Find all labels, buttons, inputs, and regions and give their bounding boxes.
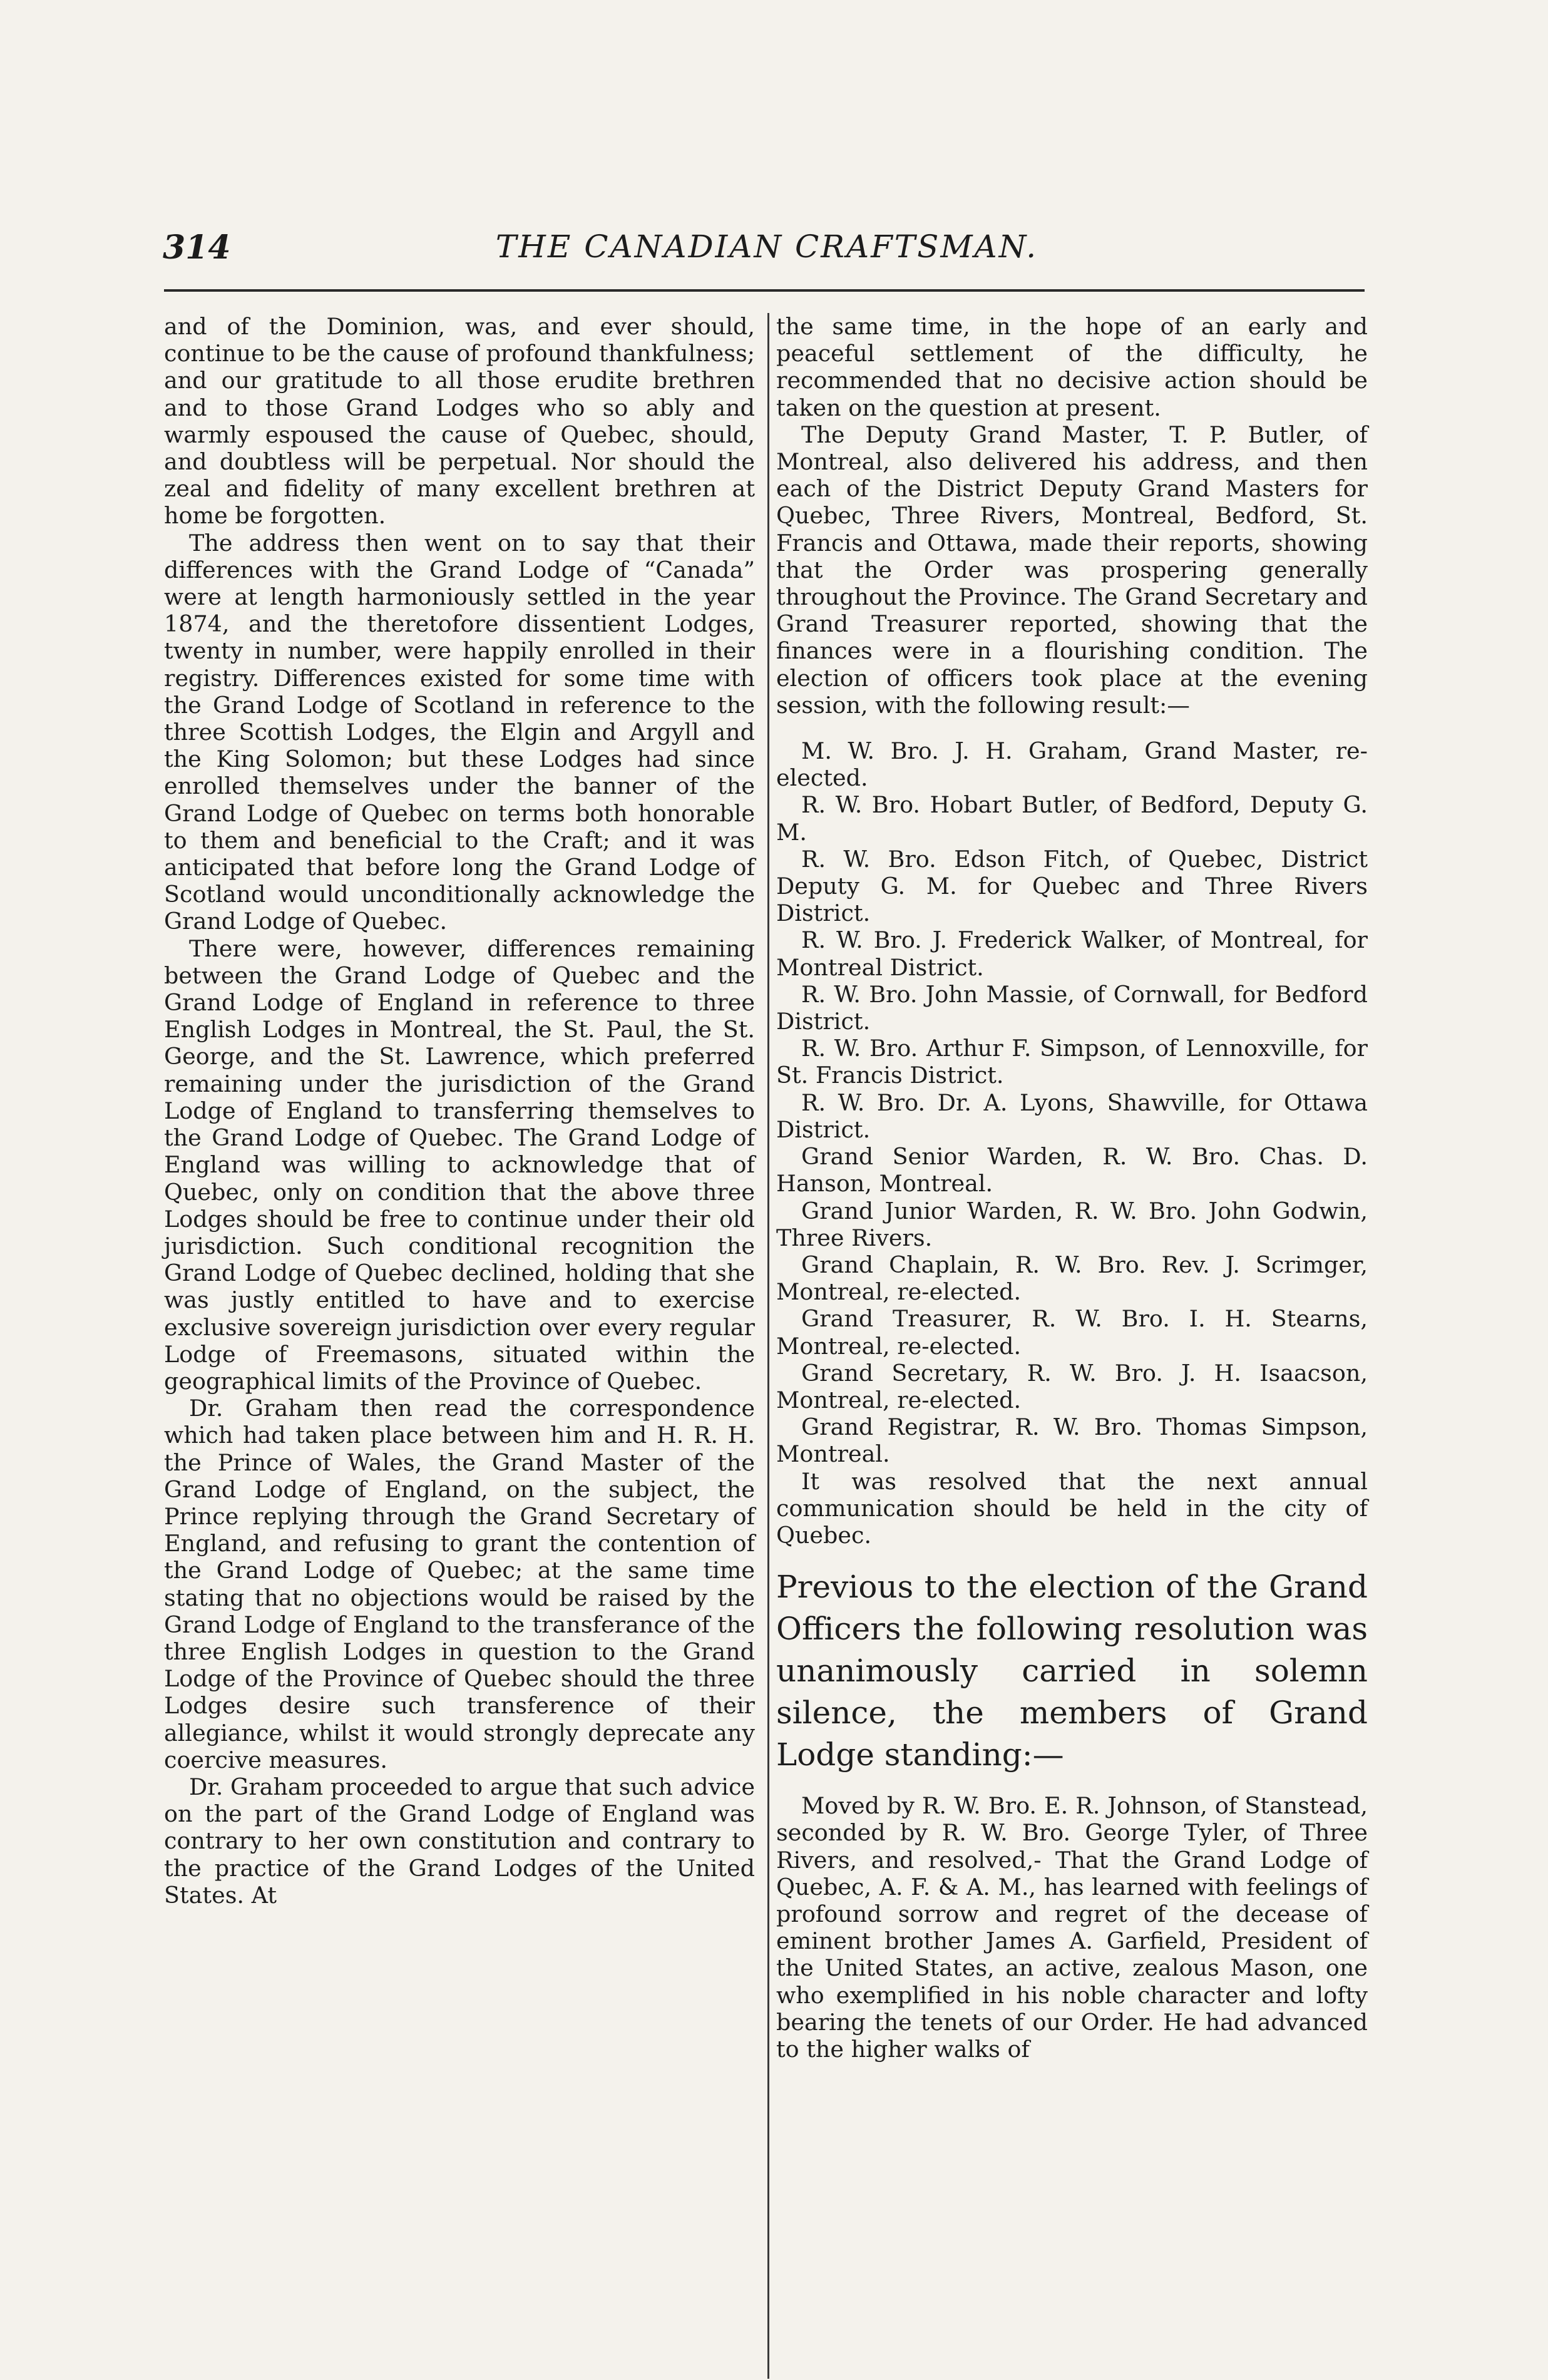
left-column [164,313,755,1909]
paragraph: The address then went on to say that their differences with the Grand Lodge of “Canada” were at length harmoniously settled in the year 1874, and the theretofore dissentient Lodges, twenty in number, were happily enrolled in their registry. Differences existed for some time with the Grand Lodge of Scotland in reference to the three Scottish Lodges, the Elgin and Argyll and the King Solomon; but these Lodges had since enrolled themselves under the banner of the Grand Lodge of Quebec on terms both honorable to them and beneficial to the Craft; and it was anticipated that before long the Grand Lodge of Scotland would unconditionally acknowledge the Grand Lodge of Quebec. [164,529,755,935]
motion-paragraph: Moved by R. W. Bro. E. R. Johnson, of Stanstead, seconded by R. W. Bro. George Tyler, of Three Rivers, and resolved,- That the Grand Lodge of Quebec, A. F. & A. M., has learned with feelings of profound sorrow and regret of the decease of eminent brother James A. Garfield, President of the United States, an active, zealous Mason, one who exemplified in his noble character and lofty bearing the tenets of our Order. He had advanced to the higher walks of [776,1792,1368,2063]
paragraph: There were, however, differences remaining between the Grand Lodge of Quebec and the Grand Lodge of England in reference to three English Lodges in Montreal, the St. Paul, the St. George, and the St. Lawrence, which preferred remaining under the jurisdiction of the Grand Lodge of England to transferring themselves to the Grand Lodge of Quebec. The Grand Lodge of England was willing to acknowledge that of Quebec, only on condition that the above three Lodges should be free to continue under their old jurisdiction. Such conditional recognition the Grand Lodge of Quebec declined, holding that she was justly entitled to have and to exercise exclusive sovereign jurisdiction over every regular Lodge of Freemasons, situated within the geographical limits of the Province of Quebec. [164,935,755,1395]
officer-entry: R. W. Bro. John Massie, of Cornwall, for Bedford District. [776,980,1368,1035]
paragraph: the same time, in the hope of an early and peaceful settlement of the difficulty, he recommended that no decisive action should be taken on the question at present. [776,313,1368,421]
paragraph: It was resolved that the next annual communication should be held in the city of Quebec. [776,1467,1368,1549]
officer-entry: Grand Secretary, R. W. Bro. J. H. Isaacson, Montreal, re-elected. [776,1359,1368,1413]
officer-entry: Grand Treasurer, R. W. Bro. I. H. Stearns, Montreal, re-elected. [776,1305,1368,1360]
officer-entry: Grand Junior Warden, R. W. Bro. John Godwin, Three Rivers. [776,1197,1368,1251]
resolution-intro: Previous to the election of the Grand Officers the following resolution was unanimously carried in solemn silence, the members of Grand Lodge standing:— [776,1569,1368,1773]
officer-entry: R. W. Bro. Dr. A. Lyons, Shawville, for Ottawa District. [776,1089,1368,1143]
page-header [163,228,1371,272]
officer-entry: Grand Chaplain, R. W. Bro. Rev. J. Scrimger, Montreal, re-elected. [776,1251,1368,1306]
running-title: THE CANADIAN CRAFTSMAN. [495,228,1038,265]
officer-entry: Grand Registrar, R. W. Bro. Thomas Simpson, Montreal. [776,1413,1368,1468]
paragraph: Dr. Graham then read the correspondence which had taken place between him and H. R. H. the Prince of Wales, the Grand Master of the Grand Lodge of England, on the subject, the Prince replying through the Grand Secretary of England, and refusing to grant the contention of the Grand Lodge of Quebec; at the same time stating that no objections would be raised by the Grand Lodge of England to the transferance of the three English Lodges in question to the Grand Lodge of the Province of Quebec should the three Lodges desire such transference of their allegiance, whilst it would strongly deprecate any coercive measures. [164,1395,755,1773]
officer-entry: R. W. Bro. J. Frederick Walker, of Montreal, for Montreal District. [776,926,1368,981]
paragraph: The Deputy Grand Master, T. P. Butler, of Montreal, also delivered his address, and then each of the District Deputy Grand Masters for Quebec, Three Rivers, Montreal, Bedford, St. Francis and Ottawa, made their reports, showing that the Order was prospering generally throughout the Province. The Grand Secretary and Grand Treasurer reported, showing that the finances were in a flourishing condition. The election of officers took place at the evening session, with the following result:— [776,421,1368,719]
officer-entry: R. W. Bro. Edson Fitch, of Quebec, District Deputy G. M. for Quebec and Three Rivers District. [776,845,1368,927]
officer-entry: M. W. Bro. J. H. Graham, Grand Master, re-elected. [776,737,1368,792]
page-number: 314 [163,228,231,267]
officer-entry: R. W. Bro. Arthur F. Simpson, of Lennoxville, for St. Francis District. [776,1035,1368,1089]
spacer [776,719,1368,737]
paragraph: Dr. Graham proceeded to argue that such advice on the part of the Grand Lodge of England was contrary to her own constitution and contrary to the practice of the Grand Lodges of the United States. At [164,1773,755,1909]
paragraph: and of the Dominion, was, and ever should, continue to be the cause of profound thankfulness; and our gratitude to all those erudite brethren and to those Grand Lodges who so ably and warmly espoused the cause of Quebec, should, and doubtless will be perpetual. Nor should the zeal and fidelity of many excellent brethren at home be forgotten. [164,313,755,530]
header-rule [164,289,1365,292]
column-divider [767,313,769,2379]
officer-entry: Grand Senior Warden, R. W. Bro. Chas. D. Hanson, Montreal. [776,1143,1368,1198]
right-column [776,313,1368,2063]
officer-entry: R. W. Bro. Hobart Butler, of Bedford, Deputy G. M. [776,791,1368,846]
